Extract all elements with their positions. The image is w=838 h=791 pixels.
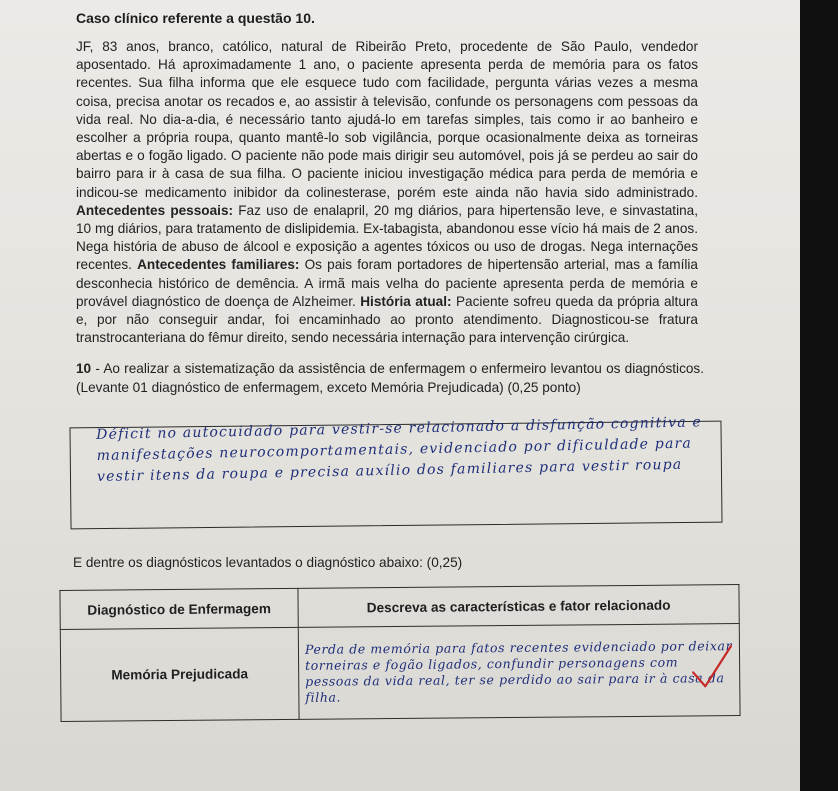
handwritten-description: Perda de memória para fatos recentes evidenciado por deixar torneiras e fogão ligados, confundir personagens com pessoas da vida real, ter se perdido ao sair para ir à casa da filha. (304, 637, 733, 705)
background-edge (800, 0, 838, 791)
table-row (60, 624, 740, 722)
question-text: - Ao realizar a sistematização da assistência de enfermagem o enfermeiro levantou os diagnósticos. (Levante 01 diagnóstico de enfermagem, exceto Memória Prejudicada) (0,25 ponto) (76, 361, 704, 395)
question-number: 10 (76, 361, 92, 376)
case-text-3: Os pais foram portadores de hipertensão arterial, mas a família desconhecia histórico de demência. A irmã mais velha do paciente apresenta perda de memória e provável diagnóstico de doença de Alzheimer. (76, 257, 698, 309)
case-label-current: História atual: (360, 293, 452, 309)
case-text-1: JF, 83 anos, branco, católico, natural de Ribeirão Preto, procedente de São Paulo, vendedor aposentado. Há aproximadamente 1 ano, o paciente apresenta perda de memória para os fatos recentes. Sua filha informa que ele esquece tudo com facilidade, pergunta várias vezes a mesma coisa, precisa anotar os recados e, ao assistir à televisão, confunde os personagens com pessoas da vida real. No dia-a-dia, é necessário tanto ajudá-lo em tarefas simples, tais como ir ao banheiro e escolher a própria roupa, quanto mantê-lo sob vigilância, porque ocasionalmente deixa as torneiras abertas e o fogão ligado. O paciente não pode mais dirigir seu automóvel, pois já se perdeu ao sair do bairro para ir à casa de sua filha. O paciente iniciou investigação médica para perda de memória e indicou-se medicamento inibidor da colinesterase, porém este ainda não havia sido administrado. (76, 39, 698, 200)
handwritten-answer: Déficit no autocuidado para vestir-se relacionado a disfunção cognitiva e manifestações neurocomportamentais, evidenciado por dificuldade para vestir itens da roupa e precisa auxílio dos familiares para vestir roupa (96, 414, 703, 485)
description-cell (298, 624, 740, 720)
diagnosis-label: Memória Prejudicada (60, 627, 299, 721)
question-10 (76, 360, 704, 397)
sub-question: E dentre os diagnósticos levantados o diagnóstico abaixo: (0,25) (73, 555, 463, 570)
table-header-diagnosis: Diagnóstico de Enfermagem (60, 588, 298, 629)
table-header-row (60, 585, 739, 630)
table-header-description: Descreva as características e fator relacionado (298, 585, 739, 628)
diagnosis-table (59, 584, 740, 722)
case-label-personal: Antecedentes pessoais: (76, 202, 234, 218)
case-text-4: Paciente sofreu queda da própria altura e, por não conseguir andar, foi encaminhado ao pronto atendimento. Diagnosticou-se fratura transtrocanteriana do fêmur direito, sendo necessária internação para intervenção cirúrgica. (76, 293, 698, 346)
case-description (76, 38, 698, 347)
case-heading: Caso clínico referente a questão 10. (76, 10, 315, 26)
case-text-2: Faz uso de enalapril, 20 mg diários, para hipertensão leve, e sinvastatina, 10 mg diários, para tratamento de dislipidemia. Ex-tabagista, abandonou esse vício há mais de 2 anos. Nega história de abuso de álcool e exposição a agentes tóxicos ou uso de drogas. Nega internações recentes. (76, 202, 698, 273)
case-label-family: Antecedentes familiares: (137, 257, 300, 273)
checkmark-icon (691, 642, 733, 690)
